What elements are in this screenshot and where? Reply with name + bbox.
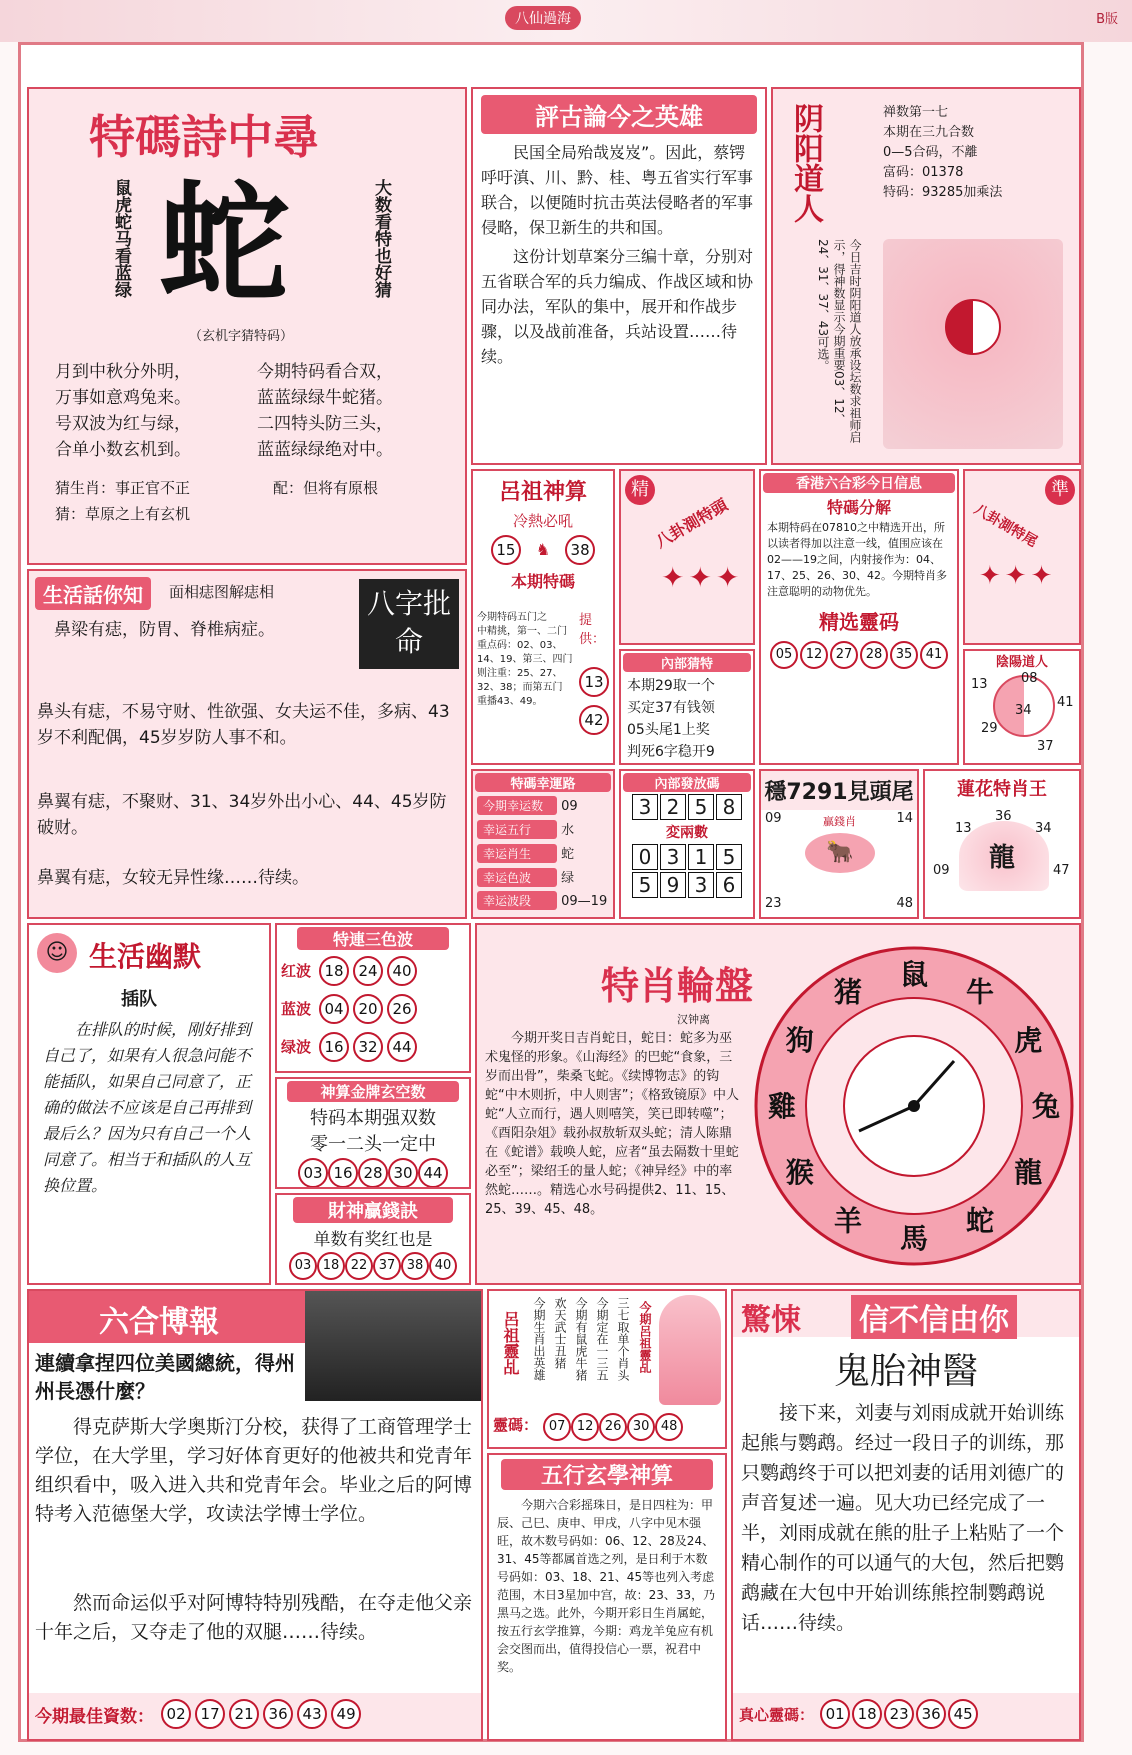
life-p4: 鼻翼有痣，女较无异性缘……待续。 xyxy=(37,868,309,888)
luck-value: 蛇 xyxy=(561,847,575,862)
believe-footer xyxy=(733,1693,1081,1739)
yinyang-dao-title: 陰陽道人 xyxy=(995,655,1048,670)
code-line: 中精挑，第一、二门 xyxy=(477,626,567,637)
ling-col: 欢天武士丑猪 xyxy=(553,1297,567,1369)
number-ball: 22 xyxy=(345,1252,373,1280)
wuxing-title: 五行玄學神算 xyxy=(501,1459,713,1490)
zodiac-label: 兔 xyxy=(1031,1090,1061,1123)
number-ball: 20 xyxy=(353,994,383,1024)
caishen-line: 单数有奖红也是 xyxy=(313,1230,433,1250)
wuxing-box xyxy=(487,1453,727,1741)
inside-code-mid: 変兩數 xyxy=(666,825,708,841)
code-digit: 1 xyxy=(688,844,714,870)
jinpai-balls xyxy=(277,1158,469,1188)
humor-title: 生活幽默 xyxy=(89,940,202,973)
jinpai-box xyxy=(275,1077,471,1189)
poem-right-lines xyxy=(257,359,393,463)
taiji-num: 34 xyxy=(1015,703,1032,718)
number-ball: 48 xyxy=(655,1413,683,1441)
caishen-box xyxy=(275,1193,471,1285)
poem-box xyxy=(27,87,467,565)
tri-color-box xyxy=(275,923,471,1073)
lotus-num: 13 xyxy=(955,821,972,836)
taiji-num: 08 xyxy=(1021,671,1038,686)
number-ball: 38 xyxy=(401,1252,429,1280)
number-ball: 43 xyxy=(297,1699,327,1729)
yinyang-line: 0—5合码，不離 xyxy=(883,145,978,160)
tri-label: 红波 xyxy=(281,962,312,980)
number-ball: 05 xyxy=(770,641,798,669)
poem-caption: （玄机字猜特码） xyxy=(189,329,294,344)
number-ball: 40 xyxy=(387,956,417,986)
wen-box xyxy=(759,769,919,919)
neibu-line: 本期29取一个 xyxy=(627,678,715,694)
number-ball: 24 xyxy=(353,956,383,986)
inside-code-title: 內部發放碼 xyxy=(623,773,751,792)
lvzu-tigong: 提供： xyxy=(579,613,606,647)
bagua-left-box xyxy=(619,469,755,645)
luck-label: 今期幸运数 xyxy=(477,796,557,815)
poem-line: 今期特码看合双， xyxy=(257,362,393,382)
code-digit: 3 xyxy=(632,794,658,820)
luck-value: 09—19 xyxy=(561,894,608,909)
lvzu-ling-left: 呂祖靈乩 xyxy=(501,1311,520,1375)
number-ball: 30 xyxy=(627,1413,655,1441)
zodiac-label: 羊 xyxy=(833,1204,863,1238)
tri-row xyxy=(277,1028,469,1066)
number-ball: 02 xyxy=(161,1699,191,1729)
luck-box xyxy=(471,769,615,919)
humor-box xyxy=(27,923,271,1285)
yinyang-icon xyxy=(945,299,1001,355)
luck-value: 水 xyxy=(561,823,575,838)
history-box xyxy=(471,87,767,465)
number-ball: 03 xyxy=(289,1252,317,1280)
number-ball: 04 xyxy=(319,994,349,1024)
poem-line: 蓝蓝绿绿绝对中。 xyxy=(257,440,393,460)
code-line: 32、38；而第五门 xyxy=(477,682,563,693)
poem-line: 蓝蓝绿绿牛蛇猪。 xyxy=(257,388,393,408)
liuhe-footer xyxy=(29,1693,483,1739)
portrait-image xyxy=(305,1291,483,1401)
number-ball: 41 xyxy=(920,641,948,669)
neibu-line: 买定37有钱领 xyxy=(627,700,715,716)
poem-line: 二四特头防三头， xyxy=(257,414,393,434)
humor-sub: 插队 xyxy=(121,989,157,1010)
yinyang-box xyxy=(771,87,1081,465)
number-ball: 18 xyxy=(317,1252,345,1280)
zodiac-label: 猴 xyxy=(785,1156,814,1189)
life-p2: 鼻头有痣，不易守财、性欲强、女夫运不佳，多病、43岁不利配偶，45岁岁防人事不和。 xyxy=(37,702,450,748)
believe-title-bar xyxy=(733,1291,1079,1337)
number-ball: 28 xyxy=(358,1158,388,1188)
wen-corner: 09 xyxy=(765,811,782,826)
jinpai-line: 零一二头一定中 xyxy=(310,1134,436,1155)
poem-line: 月到中秋分外明， xyxy=(55,362,191,382)
code-digit: 0 xyxy=(632,844,658,870)
number-ball: 07 xyxy=(543,1413,571,1441)
lotus-title: 蓮花特肖王 xyxy=(957,779,1047,800)
horse-icon: ♞ xyxy=(535,540,551,559)
life-box xyxy=(27,569,467,919)
humor-text: 在排队的时候，刚好排到自己了，如果有人很急问能不能插队，如果自己同意了，正确的做法不应该是自己再排到最后么？因为只有自己一个人同意了。相当于和插队的人互换位置。 xyxy=(43,1020,252,1195)
number-ball: 16 xyxy=(319,1032,349,1062)
tri-color-title: 特連三色波 xyxy=(297,927,449,950)
poem-left-lines xyxy=(55,359,191,463)
ling-col: 今期有鼠虎牛猪 xyxy=(574,1297,588,1381)
bagua-left-sub: 八卦測特頭 xyxy=(652,495,731,552)
yinyang-line: 特码：93285加乘法 xyxy=(883,185,1003,200)
zodiac-label: 雞 xyxy=(767,1090,797,1123)
code-row xyxy=(621,844,753,870)
lvzu-ling-cols xyxy=(531,1297,632,1407)
lotus-char: 龍 xyxy=(989,843,1016,873)
hk-box xyxy=(759,469,959,765)
wuxing-text: 今期六合彩摇珠日，是日四柱为：甲辰、己巳、庚申、甲戌，八字中见木强旺，故木数号码如：06、12、28及24、31、45等都属首选之列，是日利于木数号码如：03、18、21、45等也列入考虑范围，木日3星加中宫，故：23、33，乃黑马之选。此外，今期开彩日生肖属蛇，按五行玄学推算，今期：鸡龙羊兔应有机会交图而出，值得投信心一票，祝君中奖。 xyxy=(497,1498,716,1674)
lotus-num: 36 xyxy=(995,809,1012,824)
lotus-num: 47 xyxy=(1053,863,1070,878)
life-title: 生活話你知 xyxy=(35,577,151,610)
life-stamp: 八字批命 xyxy=(359,579,459,669)
inside-code-box xyxy=(619,769,755,919)
code-line: 则注重：25、27、 xyxy=(477,668,563,679)
hk-pick-title: 精选靈码 xyxy=(819,610,899,634)
number-ball: 23 xyxy=(884,1699,914,1729)
bagua-dots: ✦✦✦ xyxy=(661,561,744,594)
code-row xyxy=(621,872,753,898)
yinyang-lines xyxy=(883,103,1002,203)
liuhe-headline: 連續拿捏四位美國總統，得州州長憑什麼？ xyxy=(35,1351,295,1403)
code-digit: 6 xyxy=(716,872,742,898)
number-ball: 40 xyxy=(429,1252,457,1280)
luck-value: 绿 xyxy=(561,871,575,886)
wen-corner: 23 xyxy=(765,896,782,911)
lotus-num: 34 xyxy=(1035,821,1052,836)
ox-icon: 🐂 xyxy=(805,833,875,873)
neibu-line: 05头尾1上奖 xyxy=(627,722,710,738)
luck-title: 特碼幸運路 xyxy=(475,773,611,792)
header-badge: 八仙過海 xyxy=(505,6,581,30)
lvzu-ling-right: 今期呂祖靈乩 xyxy=(638,1301,652,1373)
hk-balls xyxy=(761,641,957,669)
history-title: 評古論今之英雄 xyxy=(481,95,757,134)
zodiac-label: 猪 xyxy=(833,975,863,1009)
code-digit: 3 xyxy=(688,872,714,898)
bagua-right-sub: 八卦測特尾 xyxy=(971,501,1040,551)
life-p1: 鼻梁有痣，防胃、脊椎病症。 xyxy=(54,620,275,640)
wen-label: 贏錢肖 xyxy=(823,815,856,828)
code-digit: 8 xyxy=(716,794,742,820)
ling-col: 今期定在一三五 xyxy=(595,1297,609,1381)
zodiac-label: 牛 xyxy=(965,975,995,1009)
lvzu-code-lines xyxy=(477,611,577,709)
believe-title: 信不信由你 xyxy=(851,1295,1017,1339)
number-ball: 03 xyxy=(298,1158,328,1188)
newspaper-page xyxy=(18,42,1084,1742)
wheel-box xyxy=(475,923,1081,1285)
luck-row xyxy=(473,889,613,912)
number-ball: 26 xyxy=(599,1413,627,1441)
top-band xyxy=(0,0,1132,42)
neibu-box xyxy=(619,649,755,765)
taoist-figure-image xyxy=(883,239,1063,449)
zodiac-label: 龍 xyxy=(1014,1156,1043,1189)
tri-row xyxy=(277,952,469,990)
hk-title: 香港六合彩今日信息 xyxy=(763,473,955,493)
number-ball: 44 xyxy=(387,1032,417,1062)
luck-label: 幸运五行 xyxy=(477,820,557,839)
number-ball: 18 xyxy=(319,956,349,986)
code-digit: 2 xyxy=(660,794,686,820)
edition-label: B版 xyxy=(1096,12,1118,27)
luck-label: 幸运色波 xyxy=(477,868,557,887)
lvzu-title: 呂祖神算 xyxy=(498,480,587,505)
code-digit: 5 xyxy=(688,794,714,820)
bagua-left-title: 精 xyxy=(625,475,655,505)
zodiac-wheel xyxy=(749,941,1079,1271)
number-ball: 17 xyxy=(195,1699,225,1729)
caishen-balls xyxy=(277,1252,469,1280)
number-ball: 38 xyxy=(565,535,595,565)
poem-left-vert: 鼠虎蛇马看蓝绿 xyxy=(111,179,131,298)
yinyang-title: 阴阳道人 xyxy=(788,103,823,223)
number-ball: 36 xyxy=(916,1699,946,1729)
lotus-box xyxy=(923,769,1081,919)
liuhe-foot-label: 今期最佳資数： xyxy=(35,1707,154,1727)
liuhe-p2: 然而命运似乎对阿博特特别残酷，在夺走他父亲十年之后，又夺走了他的双腿……待续。 xyxy=(35,1592,473,1643)
zodiac-label: 蛇 xyxy=(965,1204,995,1238)
bagua-right-box xyxy=(963,469,1081,645)
yinyang-line: 本期在三九合数 xyxy=(883,125,975,140)
believe-text: 接下来，刘妻与刘雨成就开始训练起熊与鹦鹉。经过一段日子的训练，那只鹦鹉终于可以把刘妻的话用刘德广的声音复述一遍。见大功已经完成了一半，刘雨成就在熊的肚子上粘贴了一个精心制作的可以通气的大包，然后把鹦鹉藏在大包中开始训练熊控制鹦鹉说话……待续。 xyxy=(741,1402,1065,1634)
zodiac-label: 馬 xyxy=(899,1222,929,1255)
believe-box xyxy=(731,1289,1081,1741)
code-row xyxy=(621,794,753,820)
luck-label: 幸运肖生 xyxy=(477,844,557,863)
code-digit: 9 xyxy=(660,872,686,898)
taiji-num: 37 xyxy=(1037,739,1054,754)
number-ball: 37 xyxy=(373,1252,401,1280)
wheel-title: 特肖輪盤 xyxy=(601,964,754,1008)
lvzu-balls xyxy=(473,535,613,565)
yinyang-dao-box xyxy=(963,649,1081,765)
code-line: 今期特码五门之 xyxy=(477,612,547,623)
history-p2: 这份计划草案分三编十章，分别对五省联合军的兵力编成、作战区域和协同办法，军队的集中，展开和作战步骤，以及战前准备，兵站设置……待续。 xyxy=(481,247,754,366)
liuhe-title-bar xyxy=(29,1291,305,1343)
number-ball: 45 xyxy=(948,1699,978,1729)
luck-label: 幸运波段 xyxy=(477,891,557,910)
poem-guess-2: 配：但将有原根 xyxy=(273,479,379,497)
wen-title: 穩7291見頭尾 xyxy=(761,771,917,810)
poem-big-char: 蛇 xyxy=(159,168,290,320)
caishen-title: 財神贏錢訣 xyxy=(293,1197,453,1223)
number-ball: 26 xyxy=(387,994,417,1024)
code-line: 重播43、49。 xyxy=(477,696,543,707)
number-ball: 01 xyxy=(820,1699,850,1729)
number-ball: 35 xyxy=(890,641,918,669)
poem-right-vert: 大数看特也好猜 xyxy=(371,179,391,298)
code-digit: 5 xyxy=(632,872,658,898)
smiley-icon: ☺ xyxy=(37,933,77,973)
lvzu-ling-balls xyxy=(493,1413,683,1441)
tri-label: 蓝波 xyxy=(281,1000,312,1018)
life-p3: 鼻翼有痣，不聚财、31、34岁外出小心、44、45岁防破财。 xyxy=(37,792,447,838)
number-ball: 18 xyxy=(852,1699,882,1729)
bagua-dots: ✦✦✦ xyxy=(979,561,1057,591)
neibu-line: 判死6字稳开9 xyxy=(627,744,715,760)
liuhe-p1: 得克萨斯大学奥斯汀分校，获得了工商管理学士学位，在大学里，学习好体育更好的他被共和党青年组织看中，吸入进入共和党青年会。毕业之后的阿博特考入范德堡大学，攻读法学博士学位。 xyxy=(35,1416,473,1525)
zodiac-label: 虎 xyxy=(1014,1024,1043,1057)
code-line: 重点码：02、03、 xyxy=(477,640,563,651)
number-ball: 16 xyxy=(328,1158,358,1188)
poem-guess-1: 猜生肖：事正官不正 xyxy=(55,479,191,497)
bagua-right-title: 準 xyxy=(1045,475,1075,505)
tri-label: 绿波 xyxy=(281,1038,312,1056)
poem-line: 号双波为红与绿， xyxy=(55,414,191,434)
luck-value: 09 xyxy=(561,799,578,814)
history-p1: 民国全局殆哉岌岌”。因此，蔡锷呼吁滇、川、黔、桂、粤五省实行军事联合，以便随时抗击英法侵略者的军事侵略，保卫新生的共和国。 xyxy=(481,143,754,237)
number-ball: 36 xyxy=(263,1699,293,1729)
hk-text: 本期特码在07810之中精选开出，所以读者得加以注意一线，值围应该在02——19之间，内射接作为：04、17、25、26、30、42。今期特肖多注意聪明的动物优先。 xyxy=(767,521,947,598)
number-ball: 12 xyxy=(571,1413,599,1441)
taiji-num: 13 xyxy=(971,677,988,692)
believe-foot-label: 真心靈碼： xyxy=(739,1706,815,1724)
luck-row xyxy=(473,794,613,817)
number-ball: 28 xyxy=(860,641,888,669)
number-ball: 15 xyxy=(491,535,521,565)
number-ball: 30 xyxy=(388,1158,418,1188)
poem-line: 合单小数玄机到。 xyxy=(55,440,191,460)
hk-sub: 特碼分解 xyxy=(826,498,891,517)
code-digit: 3 xyxy=(660,844,686,870)
taiji-num: 29 xyxy=(981,721,998,736)
lvzu-box xyxy=(471,469,615,765)
believe-headline: 鬼胎神醫 xyxy=(833,1351,978,1392)
taiji-num: 41 xyxy=(1057,695,1074,710)
number-ball: 32 xyxy=(353,1032,383,1062)
jinpai-line: 特码本期强双数 xyxy=(310,1108,436,1129)
ling-col: 三七取单个肖头 xyxy=(616,1297,630,1381)
luck-row xyxy=(473,841,613,865)
yinyang-line: 禅数第一七 xyxy=(883,105,949,120)
zodiac-label: 鼠 xyxy=(899,958,929,991)
zodiac-label: 狗 xyxy=(785,1024,814,1057)
yinyang-line: 富码：01378 xyxy=(883,165,964,180)
number-ball: 27 xyxy=(830,641,858,669)
lvzu-code-title: 本期特碼 xyxy=(510,572,575,591)
code-digit: 5 xyxy=(716,844,742,870)
code-line: 14、19、第三、四门 xyxy=(477,654,573,665)
number-ball: 21 xyxy=(229,1699,259,1729)
lotus-num: 09 xyxy=(933,863,950,878)
luck-row xyxy=(473,817,613,841)
luck-row xyxy=(473,865,613,889)
poem-guess-3: 猜：草原之上有玄机 xyxy=(55,505,191,523)
deity-figure-image xyxy=(659,1295,721,1405)
number-ball: 13 xyxy=(579,667,609,697)
liuhe-box xyxy=(27,1289,483,1741)
ling-col: 今期生肖出英雄 xyxy=(532,1297,546,1381)
lvzu-sub: 冷熱必吼 xyxy=(512,512,573,530)
poem-title: 特碼詩中尋 xyxy=(89,110,319,164)
wheel-text: 今期开奖日吉肖蛇日，蛇日：蛇多为巫术鬼怪的形象。《山海经》的巴蛇“食象，三岁而出骨”，柴桑飞蛇。《续博物志》的钩蛇“中木则折，中人则害”；《格致镜原》中人蛇“人立而行，遇人则嘻笑，笑已即转噬”；《酉阳杂俎》载孙叔敖斩双头蛇；清人陈鼎在《蛇谱》载唤人蛇，应者“虽去隔数十里蛇必至”；梁绍壬的量人蛇；《神异经》中的率然蛇……。精选心水号码提供2、11、15、25、39、45、48。 xyxy=(485,1031,739,1217)
liuhe-title: 六合博報 xyxy=(99,1305,219,1340)
lvzu-ling-box xyxy=(487,1289,727,1449)
yinyang-vert-text: 今日吉时阴阳道人放承设坛数求祖师启示，得神数显示今期重要03、12、24、31、37、43可选。 xyxy=(816,239,862,443)
neibu-title: 內部猜特 xyxy=(623,653,751,672)
poem-line: 万事如意鸡兔来。 xyxy=(55,388,191,408)
number-ball: 42 xyxy=(579,705,609,735)
number-ball: 44 xyxy=(418,1158,448,1188)
number-ball: 12 xyxy=(800,641,828,669)
life-sub: 面相痣图解痣相 xyxy=(169,583,275,601)
tri-row xyxy=(277,990,469,1028)
wen-corner: 14 xyxy=(896,811,913,826)
wen-corner: 48 xyxy=(896,896,913,911)
ling-label: 靈碼： xyxy=(493,1416,539,1434)
number-ball: 49 xyxy=(331,1699,361,1729)
wheel-author: 汉钟离 xyxy=(677,1013,710,1026)
believe-left-tag: 驚悚 xyxy=(741,1303,801,1338)
jinpai-title: 神算金牌玄空数 xyxy=(287,1081,459,1102)
